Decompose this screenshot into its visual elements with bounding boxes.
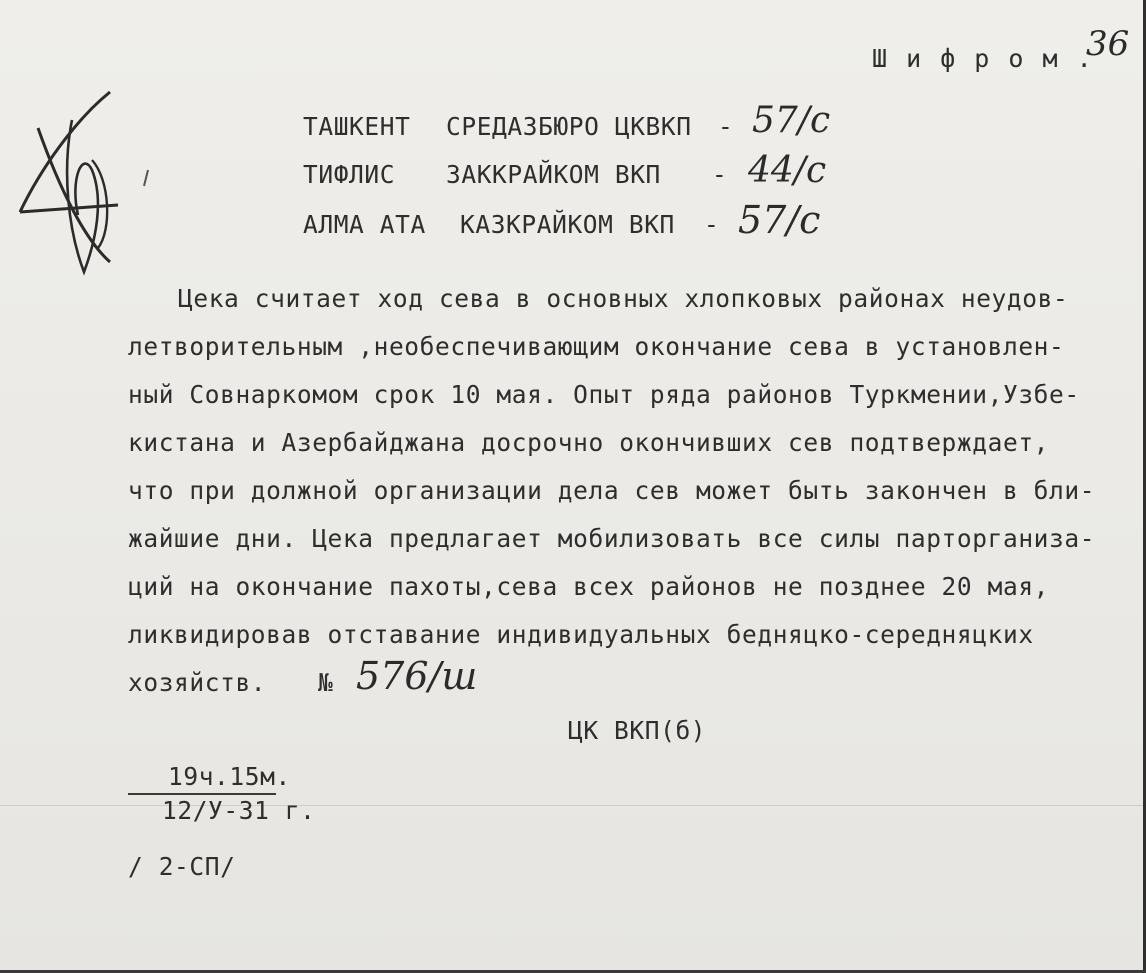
date-stamp: 12/У-31 г.	[162, 796, 316, 825]
body-line: хозяйств.	[128, 668, 267, 697]
addressee-code: 57/с	[738, 198, 821, 242]
addressee-city: ТИФЛИС	[303, 160, 396, 189]
cipher-label: Ш и ф р о м .	[872, 44, 1094, 73]
body-line: что при должной организации дела сев может быть закончен в бли-	[128, 476, 1096, 505]
addressee-code: 44/с	[748, 150, 827, 191]
addressee-city: ТАШКЕНТ	[303, 112, 411, 141]
body-line: ций на окончание пахоты,сева всех районов не позднее 20 мая,	[128, 572, 1050, 601]
body-line: ный Совнаркомом срок 10 мая. Опыт ряда районов Туркмении,Узбе-	[128, 380, 1080, 409]
signature: ЦК ВКП(б)	[568, 716, 707, 745]
addressee-org: КАЗКРАЙКОМ ВКП	[460, 210, 675, 239]
time-stamp: 19ч.15м.	[168, 762, 291, 791]
addressee-dash: -	[712, 160, 728, 189]
addressee-city: АЛМА АТА	[303, 210, 426, 239]
body-line: ликвидировав отставание индивидуальных бедняцко-середняцких	[128, 620, 1034, 649]
body-line: летворительным ,необеспечивающим окончание сева в установлен-	[128, 332, 1065, 361]
routing-code: / 2-СП/	[128, 852, 236, 881]
addressee-org: ЗАККРАЙКОМ ВКП	[446, 160, 661, 189]
body-line: Цека считает ход сева в основных хлопковых районах неудов-	[178, 284, 1069, 313]
body-line: жайшие дни. Цека предлагает мобилизовать все силы парторганиза-	[128, 524, 1096, 553]
addressee-dash: -	[718, 112, 734, 141]
addressee-org: СРЕДАЗБЮРО ЦКВКП	[446, 112, 692, 141]
handwritten-number: 576/ш	[356, 654, 478, 698]
number-sign: №	[318, 668, 334, 697]
page-number: 36	[1086, 24, 1130, 64]
time-underline	[128, 793, 276, 795]
addressee-code: 57/с	[752, 100, 831, 141]
body-line: кистана и Азербайджана досрочно окончивших сев подтверждает,	[128, 428, 1050, 457]
addressee-dash: -	[704, 210, 720, 239]
